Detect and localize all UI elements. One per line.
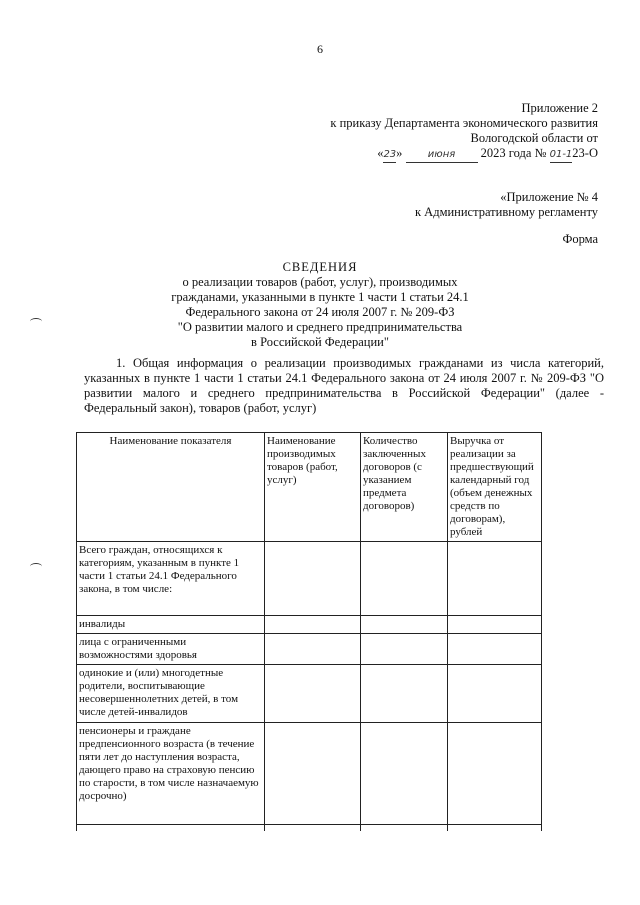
table-header-cell: Наименование показателя bbox=[77, 433, 265, 542]
table-cell bbox=[448, 616, 542, 634]
table-row bbox=[77, 665, 542, 723]
table-cell-label: пенсионеры и граждане предпенсионного возраста (в течение пяти лет до наступления возраста, дающего право на страховую пенсию по старости, в том числе назначаемую досрочно) bbox=[77, 723, 265, 825]
title-line: Федерального закона от 24 июля 2007 г. № 209-ФЗ bbox=[185, 305, 455, 319]
page-number: 6 bbox=[317, 42, 323, 56]
info-table bbox=[76, 432, 542, 853]
table-header-row bbox=[77, 433, 542, 542]
appendix-date-line bbox=[330, 146, 598, 163]
appendix-line: к приказу Департамента экономического развития bbox=[330, 116, 598, 130]
handwritten-order-number: 01-1 bbox=[550, 147, 573, 163]
table-header-cell: Количество заключенных договоров (с указанием предмета договоров) bbox=[361, 433, 448, 542]
handwritten-day: 23 bbox=[383, 147, 396, 163]
appendix4-line2: к Административному регламенту bbox=[414, 205, 598, 219]
document-title bbox=[0, 260, 640, 350]
table-cell bbox=[265, 723, 361, 825]
table-cell bbox=[361, 616, 448, 634]
table-cell bbox=[265, 665, 361, 723]
table-row bbox=[77, 542, 542, 616]
table-cell-label: лица с ограниченными возможностями здоровья bbox=[77, 634, 265, 665]
table-cell bbox=[265, 634, 361, 665]
handwritten-month: июня bbox=[406, 147, 478, 163]
table-cell bbox=[361, 542, 448, 616]
table-cell bbox=[265, 616, 361, 634]
table-cell bbox=[448, 542, 542, 616]
appendix4-line1: «Приложение № 4 bbox=[500, 190, 598, 204]
table-cell-label: инвалиды bbox=[77, 616, 265, 634]
appendix4-header bbox=[415, 190, 598, 220]
table-header-cell: Выручка от реализации за предшествующий календарный год (объем денежных средств по договорам), рублей bbox=[448, 433, 542, 542]
table-cell-label: одинокие и (или) многодетные родители, воспитывающие несовершеннолетних детей, в том числе детей-инвалидов bbox=[77, 665, 265, 723]
margin-mark bbox=[30, 318, 42, 325]
table-cell-label: Всего граждан, относящихся к категориям, указанным в пункте 1 части 1 статьи 24.1 Федерального закона, в том числе: bbox=[77, 542, 265, 616]
table-cell bbox=[361, 665, 448, 723]
title-line: "О развитии малого и среднего предпринимательства bbox=[177, 320, 463, 334]
date-open-quote: « bbox=[377, 146, 384, 160]
date-close-quote: » bbox=[396, 146, 403, 160]
table-row bbox=[77, 723, 542, 825]
table-header-cell: Наименование производимых товаров (работ, услуг) bbox=[265, 433, 361, 542]
title-line: в Российской Федерации" bbox=[251, 335, 389, 349]
table-cell bbox=[448, 665, 542, 723]
appendix-line: Приложение 2 bbox=[521, 101, 598, 115]
table-row bbox=[77, 616, 542, 634]
page-bottom-crop bbox=[0, 831, 640, 905]
title-line: о реализации товаров (работ, услуг), производимых bbox=[182, 275, 458, 289]
order-suffix: 23-О bbox=[572, 146, 598, 160]
appendix-header bbox=[330, 101, 598, 163]
appendix-line: Вологодской области от bbox=[470, 131, 598, 145]
table-cell bbox=[361, 723, 448, 825]
margin-mark bbox=[30, 563, 42, 570]
form-label: Форма bbox=[562, 232, 598, 246]
title-line: гражданами, указанными в пункте 1 части 1 статьи 24.1 bbox=[171, 290, 469, 304]
section-paragraph: 1. Общая информация о реализации производимых гражданами из числа категорий, указанных в пункте 1 части 1 статьи 24.1 Федерального закона от 24 июля 2007 г. № 209-ФЗ "О развитии малого и среднего предпринимательства в Российской Федерации" (далее - Федеральный закон), товаров (работ, услуг) bbox=[84, 356, 604, 415]
table-row bbox=[77, 634, 542, 665]
title-heading: СВЕДЕНИЯ bbox=[282, 260, 358, 274]
table-cell bbox=[265, 542, 361, 616]
date-year-text: 2023 года № bbox=[480, 146, 547, 160]
table-cell bbox=[448, 723, 542, 825]
table-cell bbox=[448, 634, 542, 665]
table-cell bbox=[361, 634, 448, 665]
